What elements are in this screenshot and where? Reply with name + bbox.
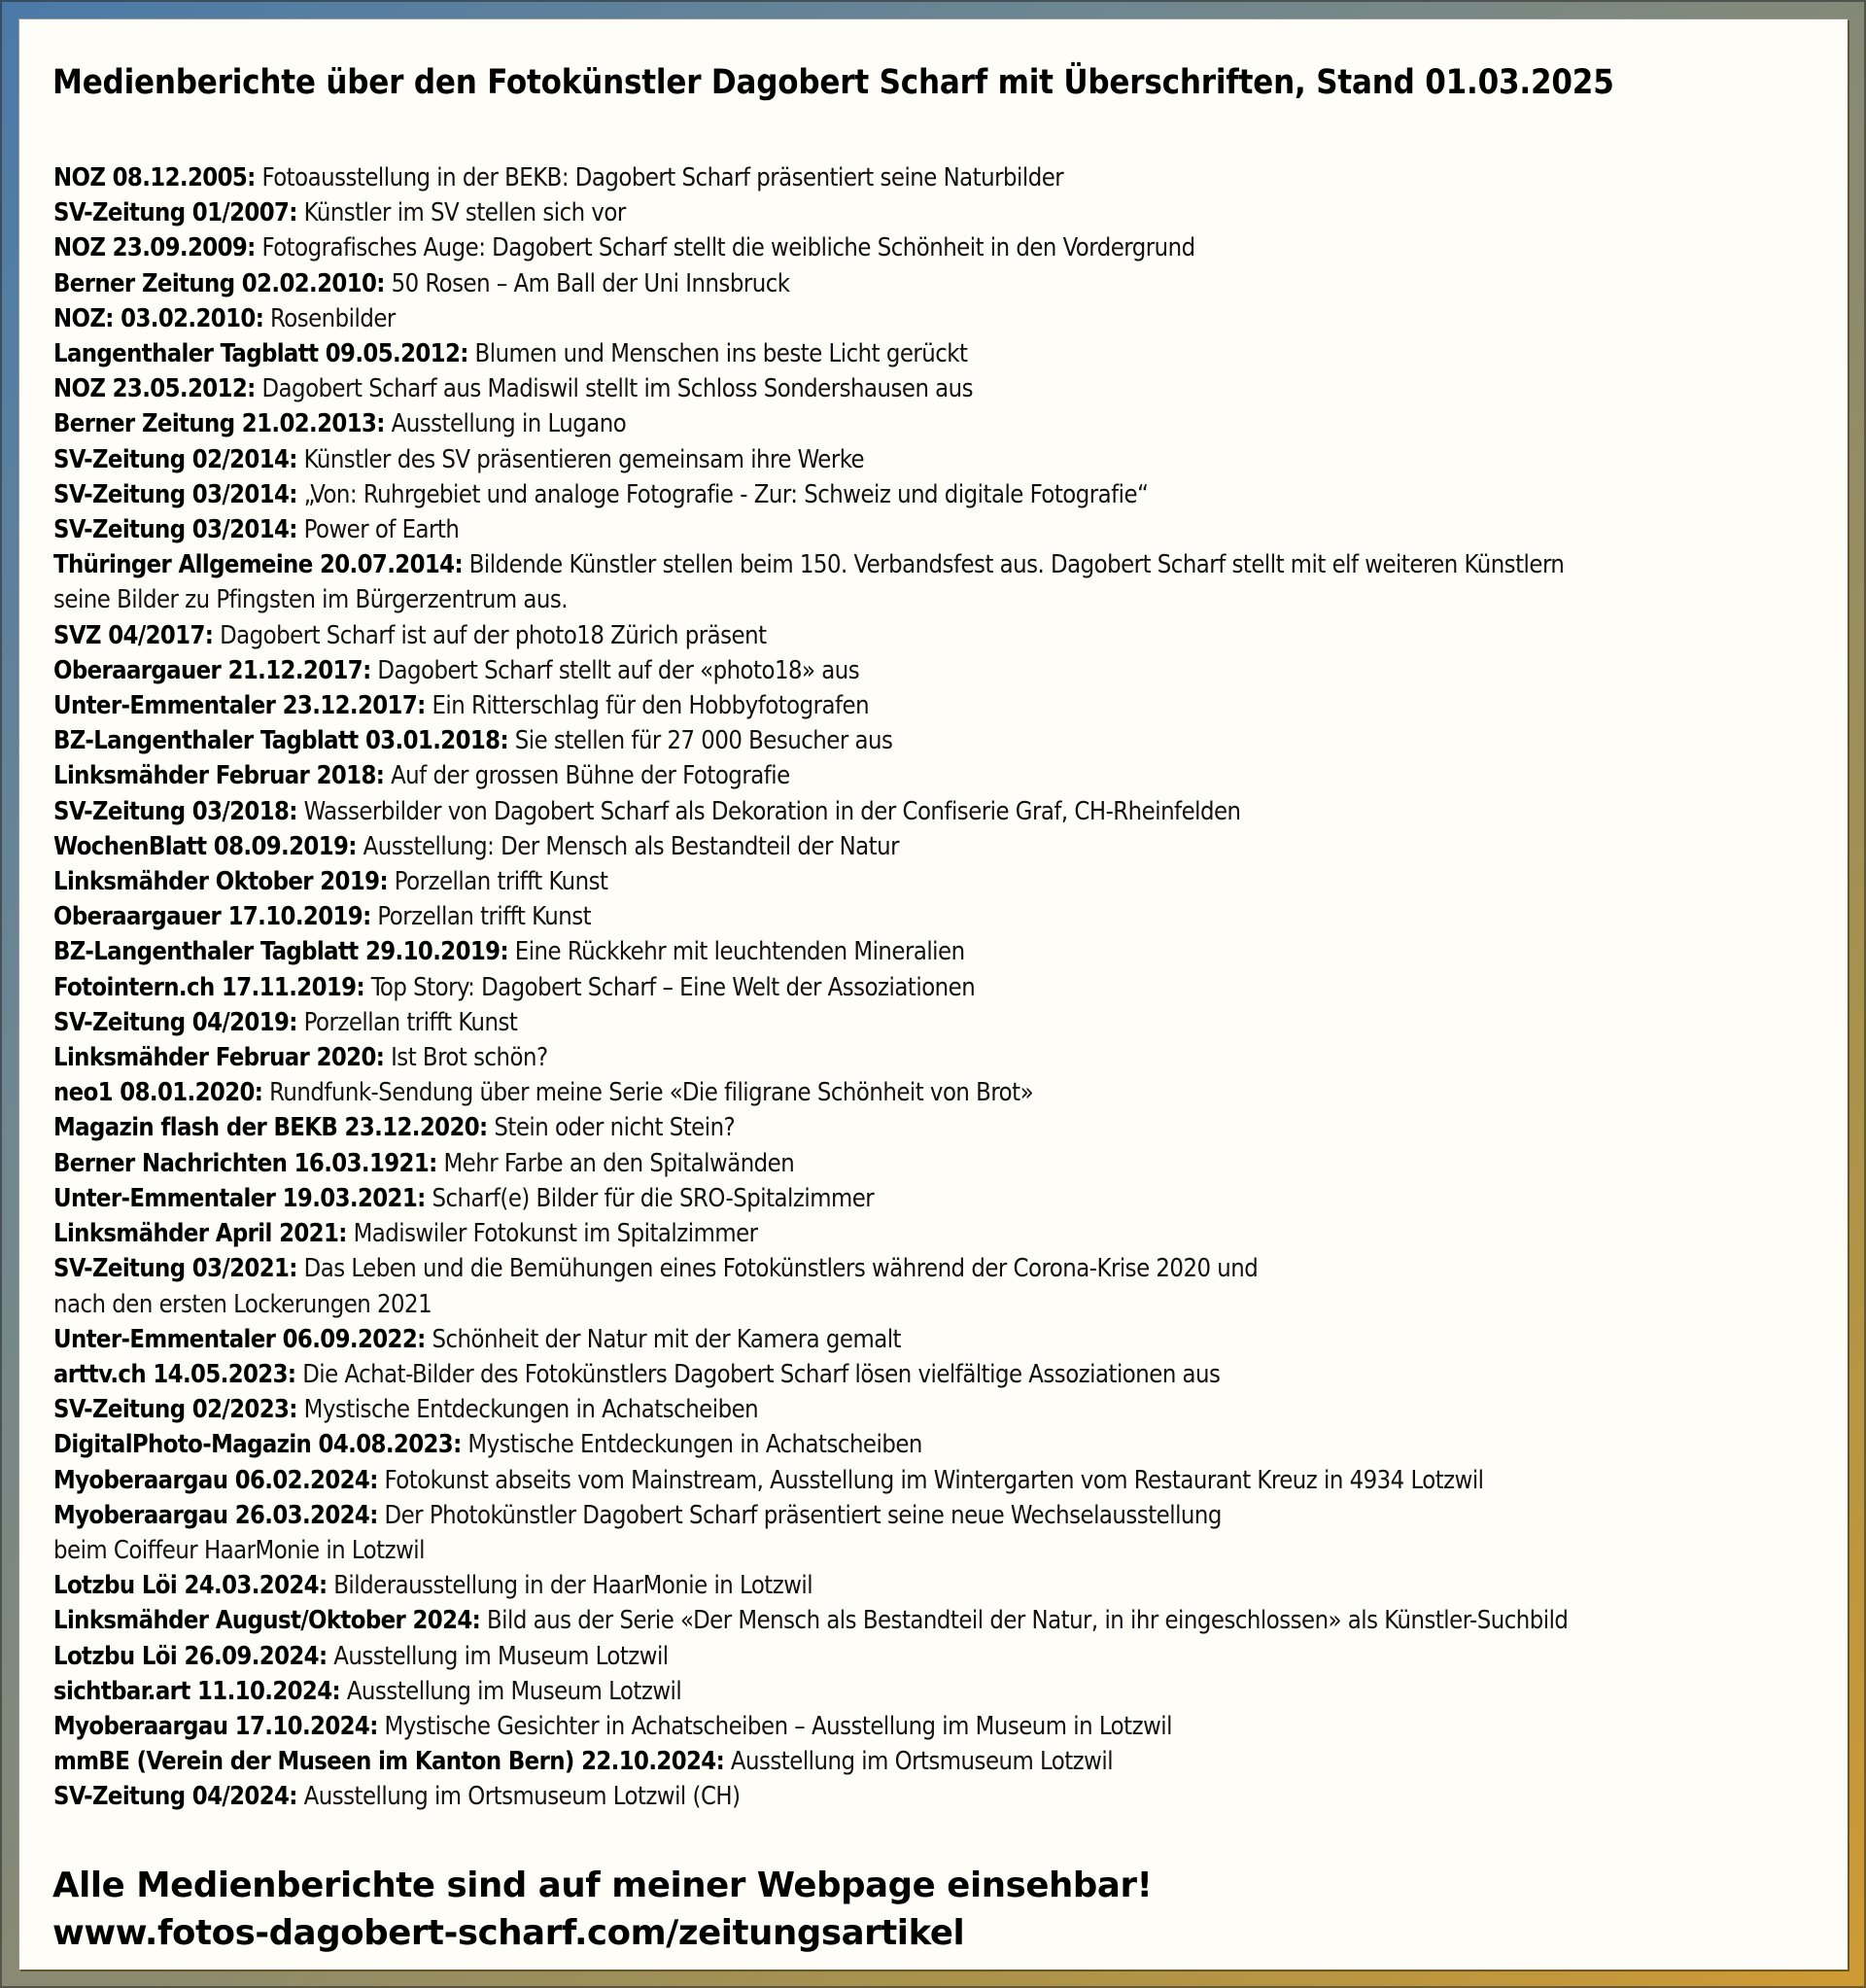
entry-source: SV-Zeitung 04/2024: — [53, 1781, 297, 1811]
media-report-entry — [53, 1215, 1842, 1250]
media-report-entry — [53, 1039, 1842, 1074]
media-report-entry — [53, 511, 1842, 546]
entry-source: Linksmähder Februar 2018: — [53, 760, 385, 790]
entry-headline: Bild aus der Serie «Der Mensch als Bestandteil der Natur, in ihr eingeschlossen» als Künstler-Suchbild — [486, 1605, 1569, 1635]
media-report-entry — [53, 370, 1842, 405]
entry-headline: Auf der grossen Bühne der Fotografie — [391, 760, 790, 790]
media-report-entry — [53, 265, 1842, 300]
media-report-entry — [53, 1426, 1842, 1461]
media-report-entry — [53, 546, 1842, 616]
media-report-entry — [53, 687, 1842, 722]
media-report-entry — [53, 793, 1842, 828]
media-report-entry — [53, 1638, 1842, 1673]
entry-source: NOZ 23.09.2009: — [53, 232, 256, 262]
entry-source: Linksmähder August/Oktober 2024: — [53, 1605, 481, 1635]
footer — [52, 1862, 1152, 1957]
media-report-entry — [53, 1180, 1842, 1215]
entry-headline: Bildende Künstler stellen beim 150. Verbandsfest aus. Dagobert Scharf stellt mit elf weiteren Künstlern — [468, 549, 1565, 579]
media-report-entry — [53, 1743, 1842, 1778]
media-report-entry — [53, 194, 1842, 229]
entry-headline: Fotoausstellung in der BEKB: Dagobert Scharf präsentiert seine Naturbilder — [261, 162, 1064, 192]
entry-source: SVZ 04/2017: — [53, 619, 214, 649]
entry-source: Thüringer Allgemeine 20.07.2014: — [53, 549, 463, 579]
entry-source: DigitalPhoto-Magazin 04.08.2023: — [53, 1429, 462, 1459]
media-report-entry — [53, 229, 1842, 264]
entry-headline: Mehr Farbe an den Spitalwänden — [443, 1147, 795, 1177]
media-report-entry — [53, 1109, 1842, 1144]
entry-headline: Porzellan trifft Kunst — [377, 901, 592, 931]
media-report-entry — [53, 757, 1842, 792]
entry-headline: 50 Rosen – Am Ball der Uni Innsbruck — [391, 267, 790, 297]
entry-headline: Eine Rückkehr mit leuchtenden Mineralien — [514, 936, 965, 966]
media-report-entry — [53, 1462, 1842, 1497]
entry-headline-continuation: nach den ersten Lockerungen 2021 — [53, 1288, 432, 1318]
media-report-entry — [53, 1497, 1842, 1567]
entry-headline: Ein Ritterschlag für den Hobbyfotografen — [432, 690, 870, 720]
entry-source: Myoberaargau 26.03.2024: — [53, 1499, 378, 1529]
entry-source: Berner Zeitung 02.02.2010: — [53, 267, 385, 297]
media-report-entry — [53, 1567, 1842, 1602]
entry-source: Oberaargauer 21.12.2017: — [53, 654, 371, 684]
entry-headline: Top Story: Dagobert Scharf – Eine Welt der Assoziationen — [370, 971, 976, 1001]
entry-source: SV-Zeitung 03/2018: — [53, 795, 297, 825]
entry-headline: Ausstellung im Museum Lotzwil — [346, 1675, 682, 1705]
entry-source: Unter-Emmentaler 06.09.2022: — [53, 1323, 426, 1353]
media-report-entry — [53, 969, 1842, 1004]
media-report-entry — [53, 652, 1842, 687]
entry-source: SV-Zeitung 02/2014: — [53, 443, 297, 473]
media-report-entry — [53, 617, 1842, 652]
entry-headline: Mystische Entdeckungen in Achatscheiben — [467, 1429, 922, 1459]
entry-source: neo1 08.01.2020: — [53, 1077, 263, 1107]
entry-headline: Künstler des SV präsentieren gemeinsam ihre Werke — [303, 443, 865, 473]
media-report-entry — [53, 476, 1842, 511]
media-report-entry — [53, 441, 1842, 476]
media-report-entry — [53, 1145, 1842, 1180]
media-report-list — [53, 159, 1842, 1814]
entry-source: WochenBlatt 08.09.2019: — [53, 830, 357, 860]
entry-headline: Fotografisches Auge: Dagobert Scharf stellt die weibliche Schönheit in den Vordergrund — [261, 232, 1195, 262]
entry-headline: Porzellan trifft Kunst — [394, 866, 608, 896]
media-report-entry — [53, 1250, 1842, 1320]
entry-source: Myoberaargau 17.10.2024: — [53, 1710, 378, 1740]
entry-source: BZ-Langenthaler Tagblatt 29.10.2019: — [53, 936, 508, 966]
entry-source: sichtbar.art 11.10.2024: — [53, 1675, 341, 1705]
entry-source: SV-Zeitung 03/2021: — [53, 1253, 297, 1283]
entry-source: NOZ 08.12.2005: — [53, 162, 256, 192]
entry-headline: Fotokunst abseits vom Mainstream, Ausstellung im Wintergarten vom Restaurant Kreuz in 4934 Lotzwil — [384, 1464, 1484, 1494]
entry-source: arttv.ch 14.05.2023: — [53, 1358, 296, 1388]
media-report-entry — [53, 1004, 1842, 1039]
entry-source: Unter-Emmentaler 19.03.2021: — [53, 1182, 426, 1212]
entry-headline: Ausstellung im Ortsmuseum Lotzwil — [730, 1746, 1114, 1776]
entry-headline: Das Leben und die Bemühungen eines Fotokünstlers während der Corona-Krise 2020 und — [303, 1253, 1259, 1283]
entry-headline: Ist Brot schön? — [391, 1042, 548, 1072]
entry-source: SV-Zeitung 03/2014: — [53, 514, 297, 544]
entry-headline: Power of Earth — [303, 514, 460, 544]
entry-source: Unter-Emmentaler 23.12.2017: — [53, 690, 426, 720]
media-report-entry — [53, 300, 1842, 335]
entry-headline: Der Photokünstler Dagobert Scharf präsentiert seine neue Wechselausstellung — [384, 1499, 1222, 1529]
entry-headline: Ausstellung: Der Mensch als Bestandteil der Natur — [363, 830, 899, 860]
media-report-entry — [53, 405, 1842, 440]
media-report-entry — [53, 159, 1842, 194]
entry-headline: Wasserbilder von Dagobert Scharf als Dekoration in der Confiserie Graf, CH-Rheinfelden — [303, 795, 1241, 825]
entry-headline: Künstler im SV stellen sich vor — [303, 197, 626, 227]
entry-source: mmBE (Verein der Museen im Kanton Bern) 22.10.2024: — [53, 1746, 725, 1776]
footer-note: Alle Medienberichte sind auf meiner Webpage einsehbar! — [52, 1866, 1153, 1905]
entry-source: Langenthaler Tagblatt 09.05.2012: — [53, 338, 468, 368]
media-report-entry — [53, 1673, 1842, 1708]
entry-headline: Rosenbilder — [270, 302, 396, 332]
media-report-entry — [53, 863, 1842, 898]
entry-source: Linksmähder April 2021: — [53, 1218, 347, 1248]
website-link[interactable]: www.fotos-dagobert-scharf.com/zeitungsartikel — [52, 1913, 965, 1953]
entry-headline: Sie stellen für 27 000 Besucher aus — [514, 725, 893, 755]
entry-source: Berner Zeitung 21.02.2013: — [53, 408, 385, 438]
entry-headline: Mystische Gesichter in Achatscheiben – Ausstellung im Museum in Lotzwil — [384, 1710, 1172, 1740]
entry-headline: Dagobert Scharf stellt auf der «photo18» aus — [377, 654, 860, 684]
media-report-entry — [53, 1778, 1842, 1813]
media-report-entry — [53, 1708, 1842, 1743]
entry-headline: „Von: Ruhrgebiet und analoge Fotografie - Zur: Schweiz und digitale Fotografie“ — [303, 478, 1149, 508]
entry-source: NOZ 23.05.2012: — [53, 373, 256, 403]
media-report-entry — [53, 1602, 1842, 1637]
entry-headline: Scharf(e) Bilder für die SRO-Spitalzimmer — [432, 1182, 875, 1212]
entry-headline-continuation: seine Bilder zu Pfingsten im Bürgerzentrum aus. — [53, 584, 569, 614]
media-report-entry — [53, 828, 1842, 863]
content-panel — [18, 18, 1848, 1970]
page-title: Medienberichte über den Fotokünstler Dagobert Scharf mit Überschriften, Stand 01.03.2025 — [52, 63, 1614, 102]
entry-source: Berner Nachrichten 16.03.1921: — [53, 1147, 437, 1177]
media-report-entry — [53, 335, 1842, 370]
entry-source: SV-Zeitung 01/2007: — [53, 197, 297, 227]
entry-headline: Schönheit der Natur mit der Kamera gemalt — [432, 1323, 901, 1353]
entry-source: SV-Zeitung 02/2023: — [53, 1394, 297, 1424]
entry-headline: Stein oder nicht Stein? — [494, 1112, 736, 1142]
entry-source: Linksmähder Oktober 2019: — [53, 866, 388, 896]
media-report-entry — [53, 1356, 1842, 1391]
entry-headline: Mystische Entdeckungen in Achatscheiben — [303, 1394, 759, 1424]
media-report-entry — [53, 1074, 1842, 1109]
entry-source: Lotzbu Löi 26.09.2024: — [53, 1640, 328, 1670]
entry-headline: Dagobert Scharf ist auf der photo18 Zürich präsent — [220, 619, 767, 649]
entry-source: NOZ: 03.02.2010: — [53, 302, 264, 332]
entry-headline: Ausstellung im Ortsmuseum Lotzwil (CH) — [303, 1781, 741, 1811]
entry-headline: Bilderausstellung in der HaarMonie in Lotzwil — [333, 1570, 813, 1600]
entry-headline: Die Achat-Bilder des Fotokünstlers Dagobert Scharf lösen vielfältige Assoziationen aus — [302, 1358, 1221, 1388]
entry-source: Oberaargauer 17.10.2019: — [53, 901, 371, 931]
media-report-entry — [53, 1391, 1842, 1426]
entry-source: Linksmähder Februar 2020: — [53, 1042, 385, 1072]
entry-headline: Porzellan trifft Kunst — [303, 1006, 518, 1036]
entry-headline: Blumen und Menschen ins beste Licht gerückt — [474, 338, 968, 368]
entry-source: BZ-Langenthaler Tagblatt 03.01.2018: — [53, 725, 508, 755]
entry-headline: Rundfunk-Sendung über meine Serie «Die filigrane Schönheit von Brot» — [269, 1077, 1034, 1107]
media-report-entry — [53, 722, 1842, 757]
media-report-entry — [53, 898, 1842, 933]
entry-headline: Madiswiler Fotokunst im Spitalzimmer — [353, 1218, 758, 1248]
entry-headline: Ausstellung in Lugano — [391, 408, 627, 438]
media-report-entry — [53, 933, 1842, 968]
entry-source: Magazin flash der BEKB 23.12.2020: — [53, 1112, 488, 1142]
media-report-entry — [53, 1321, 1842, 1356]
entry-source: Fotointern.ch 17.11.2019: — [53, 971, 365, 1001]
entry-headline: Ausstellung im Museum Lotzwil — [333, 1640, 669, 1670]
entry-source: Lotzbu Löi 24.03.2024: — [53, 1570, 328, 1600]
entry-source: SV-Zeitung 04/2019: — [53, 1006, 297, 1036]
entry-headline-continuation: beim Coiffeur HaarMonie in Lotzwil — [53, 1534, 425, 1564]
entry-headline: Dagobert Scharf aus Madiswil stellt im Schloss Sondershausen aus — [261, 373, 974, 403]
entry-source: Myoberaargau 06.02.2024: — [53, 1464, 378, 1494]
entry-source: SV-Zeitung 03/2014: — [53, 478, 297, 508]
